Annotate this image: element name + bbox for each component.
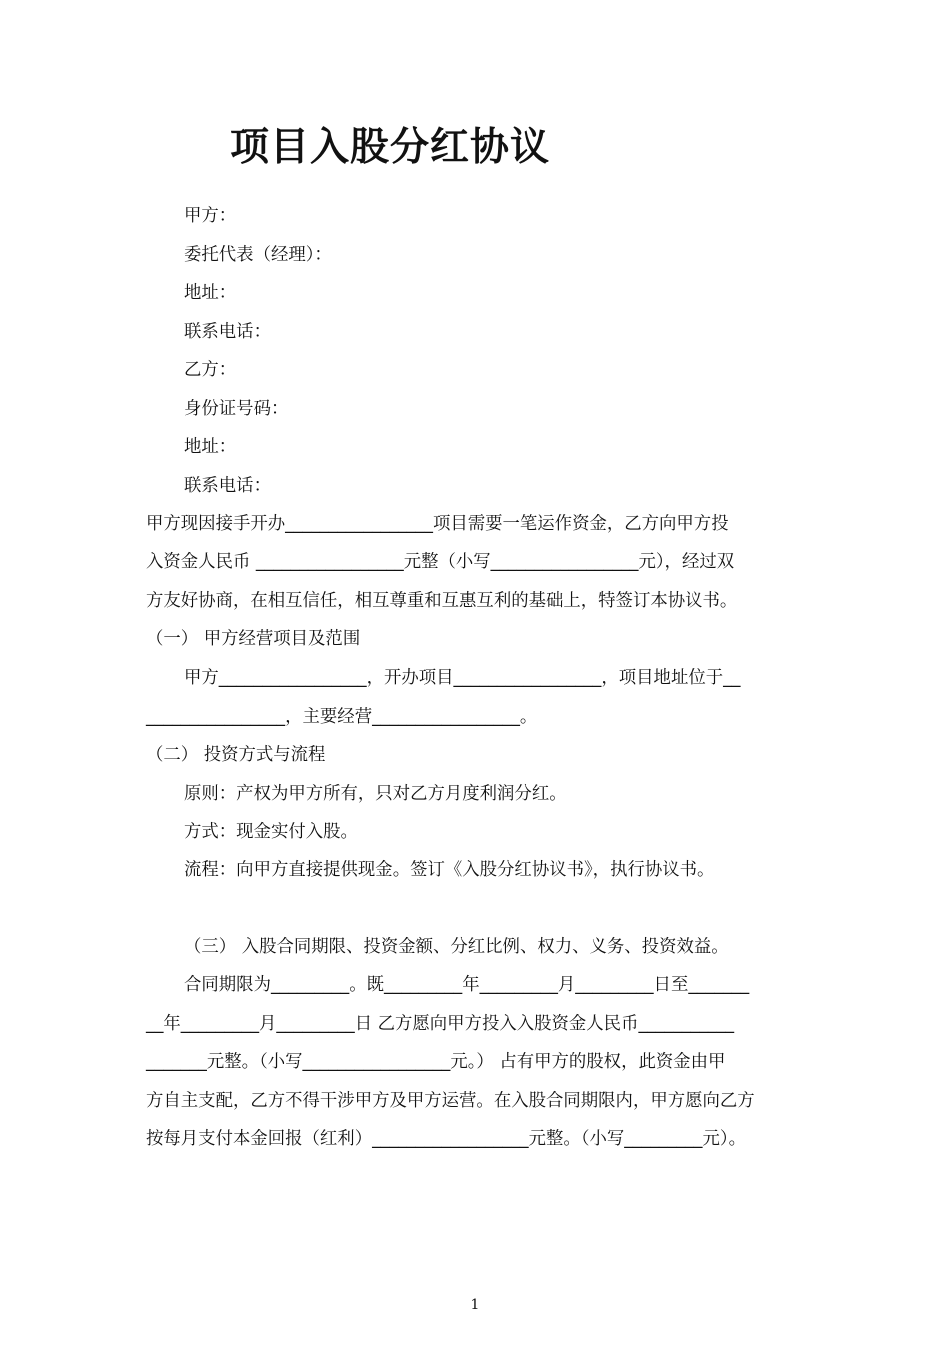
section-3-line: __年_________月_________日 乙方愿向甲方投入入股资金人民币___________	[146, 1014, 735, 1034]
party-b-phone: 联系电话：	[184, 476, 271, 496]
section-1-heading: （一） 甲方经营项目及范围	[146, 629, 361, 649]
section-2-line: 方式：现金实付入股。	[184, 822, 358, 842]
party-a-phone: 联系电话：	[184, 322, 271, 342]
section-3-heading: （三） 入股合同期限、投资金额、分红比例、权力、义务、投资效益。	[184, 937, 729, 957]
section-2-line: 原则：产权为甲方所有，只对乙方月度利润分红。	[184, 784, 567, 804]
section-1-line: 甲方_________________，开办项目_________________，项目地址位于__	[184, 668, 741, 688]
section-3-line: 方自主支配，乙方不得干涉甲方及甲方运营。在入股合同期限内，甲方愿向乙方	[146, 1091, 755, 1111]
party-b-label: 乙方：	[184, 360, 237, 380]
page-number: 1	[470, 1297, 480, 1313]
party-b-id-number: 身份证号码：	[184, 399, 289, 419]
section-1-line: ________________，主要经营_________________。	[146, 707, 538, 727]
section-3-line: 合同期限为_________。既_________年_________月_________日至_______	[184, 975, 750, 995]
preamble-line: 入资金人民币 _________________元整（小写_________________元），经过双	[146, 552, 735, 572]
document-title: 项目入股分红协议	[230, 124, 551, 170]
party-a-representative: 委托代表（经理）：	[184, 245, 332, 265]
section-3-line: _______元整。（小写_________________元。） 占有甲方的股权，此资金由甲	[146, 1052, 726, 1072]
party-a-label: 甲方：	[184, 206, 237, 226]
section-3-line: 按每月支付本金回报（红利）__________________元整。（小写_________元）。	[146, 1129, 746, 1149]
preamble-line: 方友好协商，在相互信任，相互尊重和互惠互利的基础上，特签订本协议书。	[146, 591, 738, 611]
section-2-heading: （二） 投资方式与流程	[146, 745, 326, 765]
party-b-address: 地址：	[184, 437, 237, 457]
preamble-line: 甲方现因接手开办_________________项目需要一笔运作资金，乙方向甲方投	[146, 514, 729, 534]
section-2-line: 流程：向甲方直接提供现金。签订《入股分红协议书》，执行协议书。	[184, 860, 715, 880]
party-a-address: 地址：	[184, 283, 237, 303]
